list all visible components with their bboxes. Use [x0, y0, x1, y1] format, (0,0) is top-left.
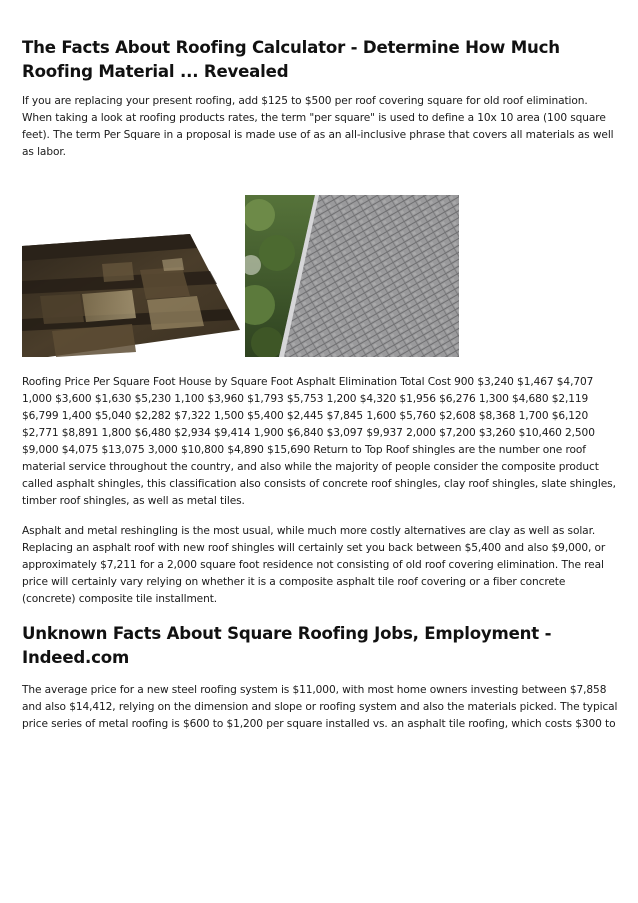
- shingle-sample-image: [22, 234, 240, 357]
- asphalt-paragraph: Asphalt and metal reshingling is the most usual, while much more costly alternatives are clay as well as solar. Replacing an asphalt roof with new roof shingles will certainly set you back between $5,400 and also $9,000, or approximately $7,211 for a 2,000 square foot residence not consisting of old roof covering elimination. The real price will certainly vary relying on whether it is a composite asphalt tile roof covering or a fiber concrete (concrete) composite tile installment.: [22, 525, 606, 605]
- section-title: The Facts About Roofing Calculator - Determine How Much Roofing Material ... Revealed: [22, 38, 560, 81]
- section-heading: Unknown Facts About Square Roofing Jobs, Employment - Indeed.com: [22, 624, 552, 667]
- steel-roofing-paragraph: The average price for a new steel roofing system is $11,000, with most home owners investing between $7,858 and also $14,412, relying on the dimension and slope or roofing system and also the materials picked. The typical price series of metal roofing is $600 to $1,200 per square installed vs. an asphalt tile roofing, which costs $300 to: [22, 684, 618, 730]
- document-page: [22, 36, 618, 733]
- price-table-paragraph: Roofing Price Per Square Foot House by Square Foot Asphalt Elimination Total Cost 900 $3,240 $1,467 $4,707 1,000 $3,600 $1,630 $5,230 1,100 $3,960 $1,793 $5,753 1,200 $4,320 $1,956 $6,276 1,300 $4,680 $2,119 $6,799 1,400 $5,040 $2,282 $7,322 1,500 $5,400 $2,445 $7,845 1,600 $5,760 $2,608 $8,368 1,700 $6,120 $2,771 $8,891 1,800 $6,480 $2,934 $9,414 1,900 $6,840 $3,097 $9,937 2,000 $7,200 $3,260 $10,460 2,500 $9,000 $4,075 $13,075 3,000 $10,800 $4,890 $15,690 Return to Top Roof shingles are the number one roof material service throughout the country, and also while the majority of people consider the composite product called asphalt shingles, this classification also consists of concrete roof shingles, clay roof shingles, slate shingles, timber roof shingles, as well as metal tiles.: [22, 376, 616, 507]
- gray-roof-photo: [245, 195, 459, 357]
- intro-paragraph: If you are replacing your present roofing, add $125 to $500 per roof covering square for old roof elimination. When taking a look at roofing products rates, the term "per square" is used to define a 10x 10 area (100 square feet). The term Per Square in a proposal is made use of as an all-inclusive phrase that covers all materials as well as labor.: [22, 95, 614, 158]
